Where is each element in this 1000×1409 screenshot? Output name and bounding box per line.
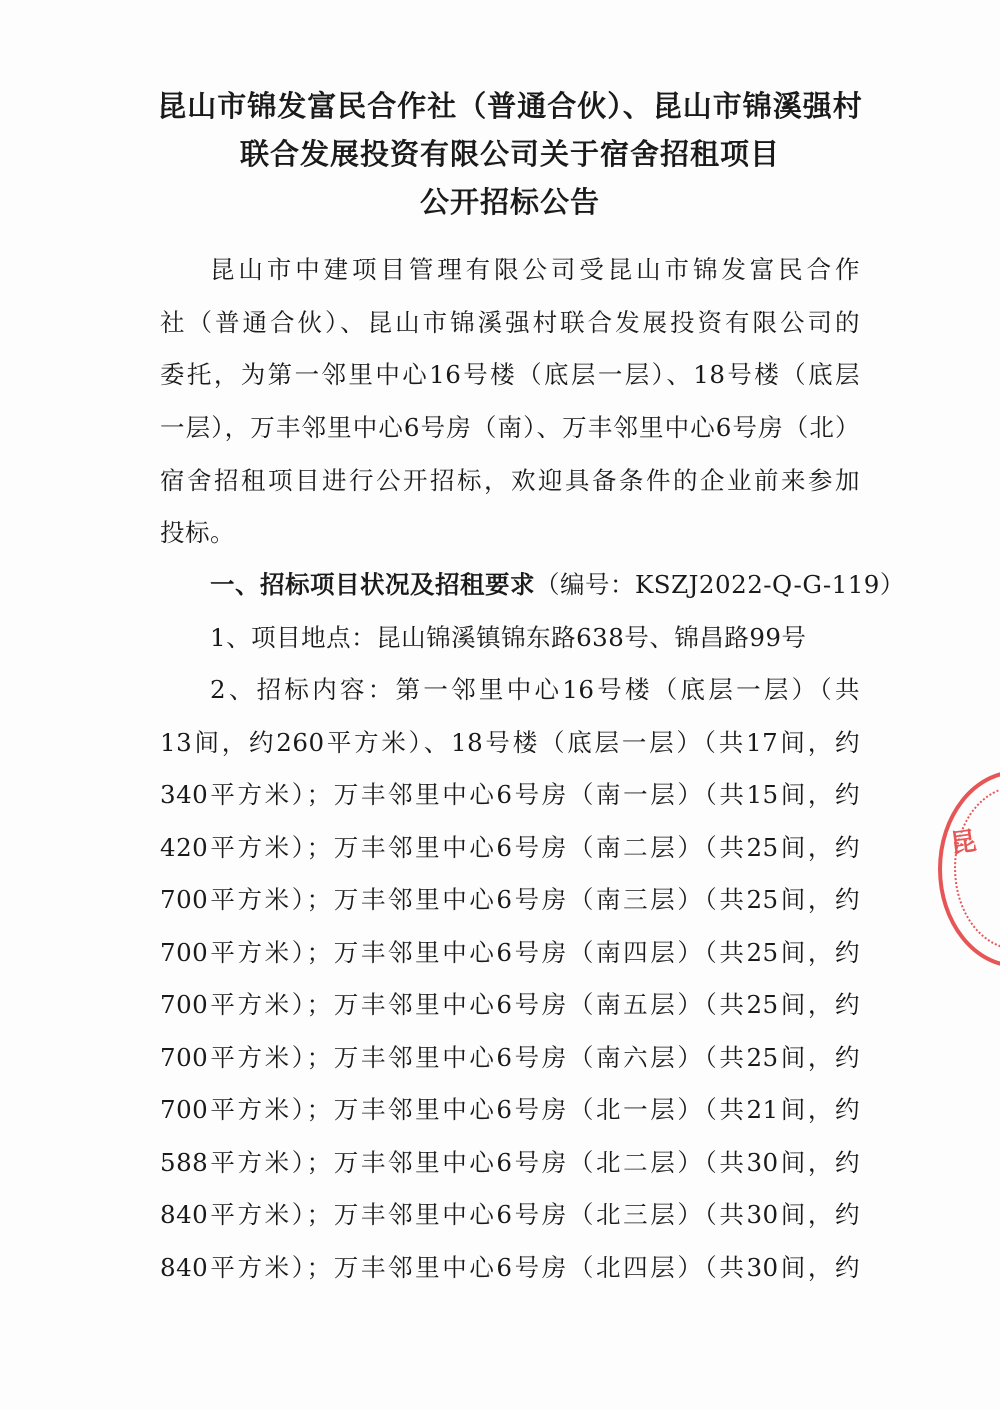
section-1-code: （编号：KSZJ2022-Q-G-119） xyxy=(535,570,905,599)
intro-line-4: 一层），万丰邻里中心6号房（南）、万丰邻里中心6号房（北） xyxy=(160,413,860,442)
seal-inner-ring xyxy=(954,786,1000,950)
item-1-location: 1、项目地点：昆山锦溪镇锦东路638号、锦昌路99号 xyxy=(210,623,807,652)
official-seal-stamp xyxy=(938,770,1000,968)
item-2-line-2: 13间，约260平方米）、18号楼（底层一层）（共17间，约 xyxy=(160,728,860,757)
title-line-3: 公开招标公告 xyxy=(419,185,600,219)
intro-line-1: 昆山市中建项目管理有限公司受昆山市锦发富民合作 xyxy=(210,255,860,284)
intro-line-2: 社（普通合伙）、昆山市锦溪强村联合发展投资有限公司的 xyxy=(160,308,860,337)
item-2-line-7: 700平方米）；万丰邻里中心6号房（南五层）（共25间，约 xyxy=(160,990,860,1019)
item-2-line-9: 700平方米）；万丰邻里中心6号房（北一层）（共21间，约 xyxy=(160,1095,860,1124)
item-2-line-5: 700平方米）；万丰邻里中心6号房（南三层）（共25间，约 xyxy=(160,885,860,914)
section-1-title: 一、招标项目状况及招租要求 xyxy=(210,570,535,599)
item-2-line-12: 840平方米）；万丰邻里中心6号房（北四层）（共30间，约 xyxy=(160,1253,860,1282)
seal-text: 昆 xyxy=(948,826,979,860)
intro-line-6: 投标。 xyxy=(160,518,235,547)
title-line-2: 联合发展投资有限公司关于宿舍招租项目 xyxy=(239,137,780,171)
item-2-line-11: 840平方米）；万丰邻里中心6号房（北三层）（共30间，约 xyxy=(160,1200,860,1229)
intro-line-3: 委托，为第一邻里中心16号楼（底层一层）、18号楼（底层 xyxy=(160,360,860,389)
item-2-line-4: 420平方米）；万丰邻里中心6号房（南二层）（共25间，约 xyxy=(160,833,860,862)
intro-line-5: 宿舍招租项目进行公开招标，欢迎具备条件的企业前来参加 xyxy=(160,466,860,495)
section-1-heading xyxy=(210,567,905,603)
item-2-line-3: 340平方米）；万丰邻里中心6号房（南一层）（共15间，约 xyxy=(160,780,860,809)
item-2-line-1: 2、招标内容：第一邻里中心16号楼（底层一层）（共 xyxy=(210,675,860,704)
title-line-1: 昆山市锦发富民合作社（普通合伙）、昆山市锦溪强村 xyxy=(157,89,863,123)
item-2-line-6: 700平方米）；万丰邻里中心6号房（南四层）（共25间，约 xyxy=(160,938,860,967)
item-2-line-10: 588平方米）；万丰邻里中心6号房（北二层）（共30间，约 xyxy=(160,1148,860,1177)
item-2-line-8: 700平方米）；万丰邻里中心6号房（南六层）（共25间，约 xyxy=(160,1043,860,1072)
